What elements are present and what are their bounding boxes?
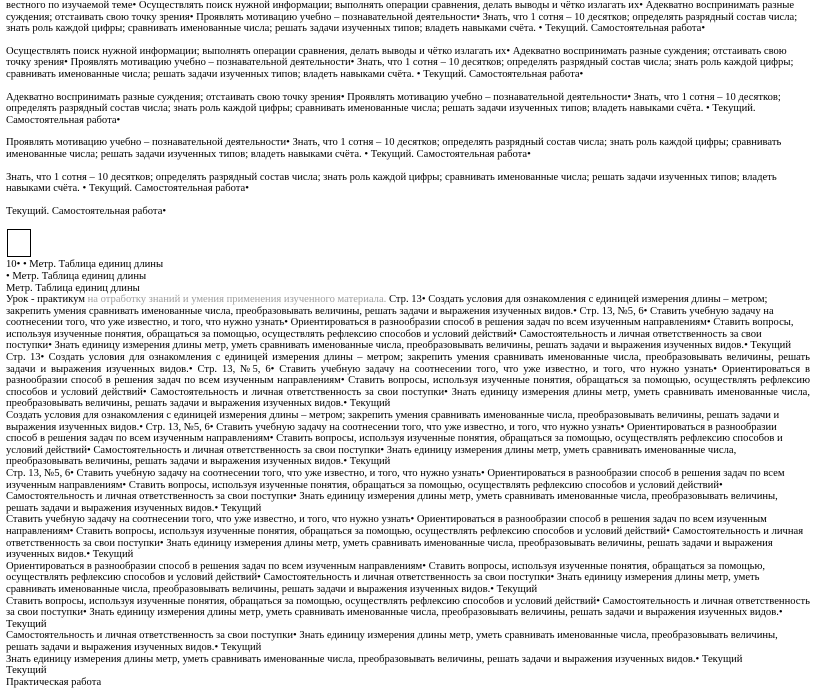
lesson-number-line: 10• • Метр. Таблица единиц длины: [6, 259, 164, 271]
lesson-type-label: Урок - практикум: [6, 294, 85, 306]
spacer: [6, 35, 810, 46]
paragraph-3: Адекватно воспринимать разные суждения; отстаивать свою точку зрения• Проявлять мотивацию учебно – познавательной деятельности• Знать, что 1 сотня – 10 десятков; определять разрядный состав числа; знать роль каждой цифры; сравнивать именованные числа; решать задачи изученных типов; владеть навыками счёта. • Текущий. Самостоятельная работа•: [6, 91, 781, 126]
lesson-topic-line-2: Метр. Таблица единиц длины: [6, 282, 140, 294]
spacer: [6, 161, 810, 172]
lesson-paragraph: [6, 294, 810, 352]
spacer: [6, 126, 810, 137]
lesson-type-gray-text: на отработку знаний и умения применения изученного материала.: [84, 294, 389, 306]
spacer: [6, 217, 810, 228]
repeat-paragraph-5: Ориентироваться в разнообразии способ в решения задач по всем изученным направлениям• Ставить вопросы, используя изученные понятия, обращаться за помощью, осуществлять рефлексию способов и условий действий• Самостоятельность и личная ответственность за свои поступки• Знать единицу измерения длины метр, уметь сравнивать именованные числа, преобразовывать величины, решать задачи и выражения изученных видов.• Текущий: [6, 560, 766, 595]
repeat-paragraph-7: Самостоятельность и личная ответственность за свои поступки• Знать единицу измерения длины метр, уметь сравнивать именованные числа, преобразовывать величины, решать задачи и выражения изученных видов.• Текущий: [6, 630, 778, 653]
paragraph-4: Проявлять мотивацию учебно – познавательной деятельности• Знать, что 1 сотня – 10 десятков; определять разрядный состав числа; знать роль каждой цифры; сравнивать именованные числа; решать задачи изученных типов; владеть навыками счёта. • Текущий. Самостоятельная работа•: [6, 137, 782, 160]
paragraph-1: вестного по изучаемой теме• Осуществлять поиск нужной информации; выполнять операции сравнения, делать выводы и чётко излагать их• Адекватно воспринимать разные суждения; отстаивать свою точку зрения• Проявлять мотивацию учебно – познавательной деятельности• Знать, что 1 сотня – 10 десятков; определять разрядный состав числа; знать роль каждой цифры; сравнивать именованные числа; решать задачи изученных типов; владеть навыками счёта. • Текущий. Самостоятельная работа•: [6, 0, 798, 35]
paragraph-2: Осуществлять поиск нужной информации; выполнять операции сравнения, делать выводы и чётко излагать их• Адекватно воспринимать разные суждения; отстаивать свою точку зрения• Проявлять мотивацию учебно – познавательной деятельности• Знать, что 1 сотня – 10 десятков; определять разрядный состав числа; знать роль каждой цифры; сравнивать именованные числа; решать задачи изученных типов; владеть навыками счёта. • Текущий. Самостоятельная работа•: [6, 45, 794, 80]
repeat-paragraph-8: Знать единицу измерения длины метр, уметь сравнивать именованные числа, преобразовывать величины, решать задачи и выражения изученных видов.• Текущий: [6, 653, 743, 665]
repeat-paragraph-1: Стр. 13• Создать условия для ознакомления с единицей измерения длины – метром; закрепить умения сравнивать именованные числа, преобразовывать величины, решать задачи и выражения изученных видов.• Стр. 13, №5, 6• Ставить учебную задачу на соотнесении того, что уже известно, и того, что нужно узнать• Ориентироваться в разнообразии способ в решения задач по всем изученным направлениям• Ставить вопросы, используя изученные понятия, обращаться за помощью, осуществлять рефлексию способов и условий действий• Самостоятельность и личная ответственность за свои поступки• Знать единицу измерения длины метр, уметь сравнивать именованные числа, преобразовывать величины, решать задачи и выражения изученных видов.• Текущий: [6, 352, 810, 410]
spacer: [6, 195, 810, 206]
repeat-paragraph-3: Стр. 13, №5, 6• Ставить учебную задачу на соотнесении того, что уже известно, и того, что нужно узнать• Ориентироваться в разнообразии способ в решения задач по всем изученным направлениям• Ставить вопросы, используя изученные понятия, обращаться за помощью, осуществлять рефлексию способов и условий действий• Самостоятельность и личная ответственность за свои поступки• Знать единицу измерения длины метр, уметь сравнивать именованные числа, преобразовывать величины, решать задачи и выражения изученных видов.• Текущий: [6, 468, 785, 514]
paragraph-5: Знать, что 1 сотня – 10 десятков; определять разрядный состав числа; знать роль каждой цифры; сравнивать именованные числа; решать задачи изученных типов; владеть навыками счёта. • Текущий. Самостоятельная работа•: [6, 171, 777, 195]
spacer: [6, 81, 810, 92]
lesson-details-text: Стр. 13• Создать условия для ознакомления с единицей измерения длины – метром; закрепить умения сравнивать именованные числа, преобразовывать величины, решать задачи и выражения изученных видов.• Стр. 13, №5, 6• Ставить учебную задачу на соотнесении того, что уже известно, и того, что нужно узнать• Ориентироваться в разнообразии способ в решения задач по всем изученным направлениям• Ставить вопросы, используя изученные понятия, обращаться за помощью, осуществлять рефлексию способов и условий действий• Самостоятельность и личная ответственность за свои поступки• Знать единицу измерения длины метр, уметь сравнивать именованные числа, преобразовывать величины, решать задачи и выражения изученных видов.• Текущий: [6, 294, 794, 352]
repeat-paragraph-6: Ставить вопросы, используя изученные понятия, обращаться за помощью, осуществлять рефлексию способов и условий действий• Самостоятельность и личная ответственность за свои поступки• Знать единицу измерения длины метр, уметь сравнивать именованные числа, преобразовывать величины, решать задачи и выражения изученных видов.• Текущий: [6, 595, 810, 630]
paragraph-6: Текущий. Самостоятельная работа•: [6, 205, 167, 217]
lesson-topic-line: • Метр. Таблица единиц длины: [6, 270, 147, 282]
empty-table-cell-box: [7, 229, 31, 257]
repeat-paragraph-2: Создать условия для ознакомления с единицей измерения длины – метром; закрепить умения сравнивать именованные числа, преобразовывать величины, решать задачи и выражения изученных видов.• Стр. 13, №5, 6• Ставить учебную задачу на соотнесении того, что уже известно, и того, что нужно узнать• Ориентироваться в разнообразии способ в решения задач по всем изученным направлениям• Ставить вопросы, используя изученные понятия, обращаться за помощью, осуществлять рефлексию способов и условий действий• Самостоятельность и личная ответственность за свои поступки• Знать единицу измерения длины метр, уметь сравнивать именованные числа, преобразовывать величины, решать задачи и выражения изученных видов.• Текущий: [6, 410, 783, 468]
repeat-paragraph-9: Текущий: [6, 665, 47, 677]
repeat-paragraph-10: Практическая работа: [6, 676, 102, 688]
repeat-paragraph-4: Ставить учебную задачу на соотнесении того, что уже известно, и того, что нужно узнать• Ориентироваться в разнообразии способ в решения задач по всем изученным направлениям• Ставить вопросы, используя изученные понятия, обращаться за помощью, осуществлять рефлексию способов и условий действий• Самостоятельность и личная ответственность за свои поступки• Знать единицу измерения длины метр, уметь сравнивать именованные числа, преобразовывать величины, решать задачи и выражения изученных видов.• Текущий: [6, 514, 804, 561]
